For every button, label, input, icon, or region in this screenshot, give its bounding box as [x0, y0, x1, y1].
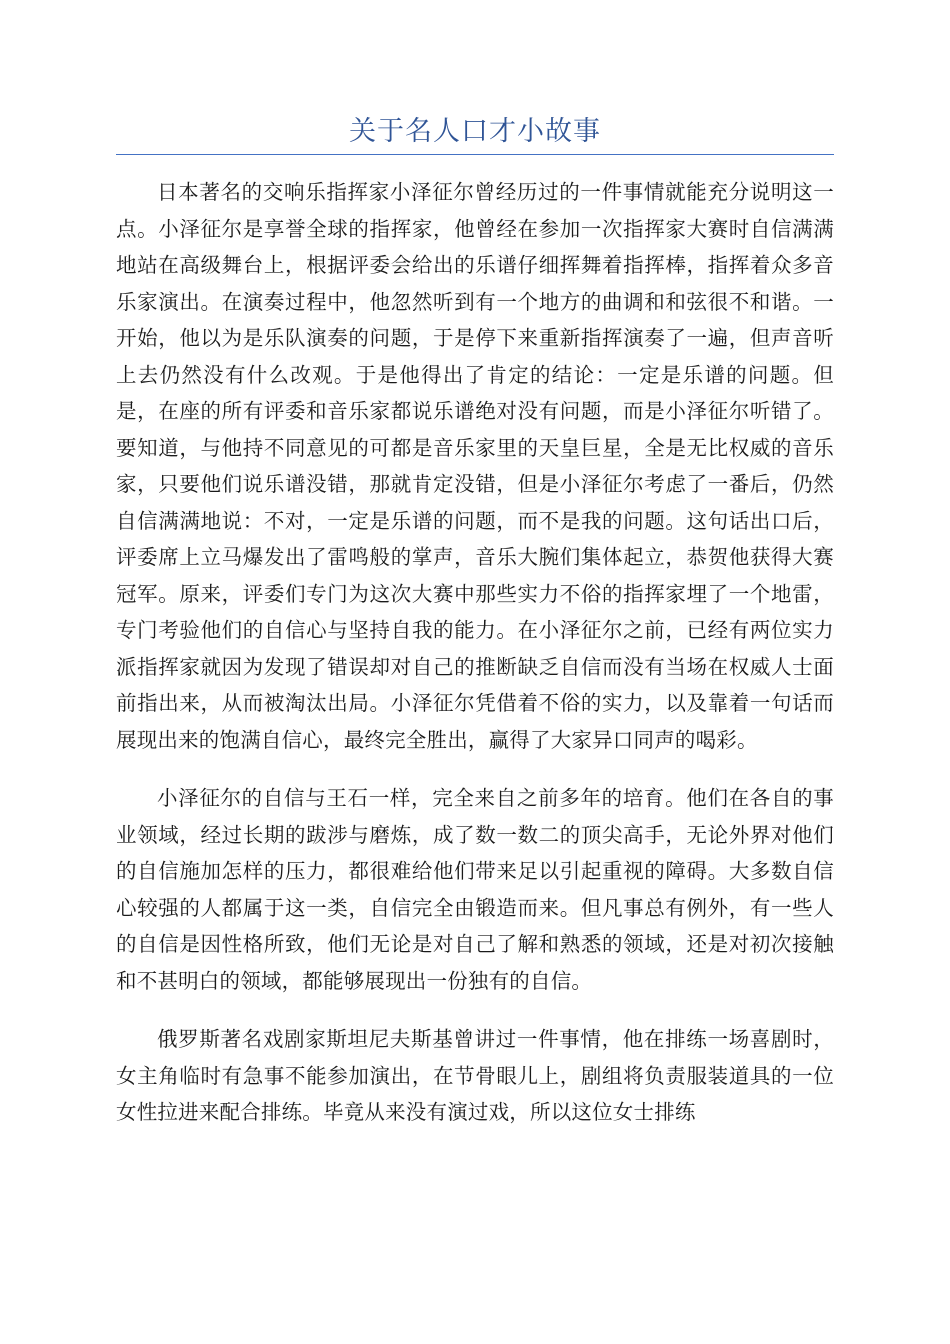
- title-underline: [116, 154, 834, 155]
- document-title: 关于名人口才小故事: [349, 116, 601, 147]
- paragraph: 小泽征尔的自信与王石一样，完全来自之前多年的培育。他们在各自的事业领域，经过长期的跋涉与磨炼，成了数一数二的顶尖高手，无论外界对他们的自信施加怎样的压力，都很难给他们带来足以引起重视的障碍。大多数自信心较强的人都属于这一类，自信完全由锻造而来。但凡事总有例外，有一些人的自信是因性格所致，他们无论是对自己了解和熟悉的领域，还是对初次接触和不甚明白的领域，都能够展现出一份独有的自信。: [116, 786, 834, 993]
- document-body: [116, 174, 834, 1153]
- paragraph: 俄罗斯著名戏剧家斯坦尼夫斯基曾讲过一件事情，他在排练一场喜剧时，女主角临时有急事不能参加演出，在节骨眼儿上，剧组将负责服装道具的一位女性拉进来配合排练。毕竟从来没有演过戏，所以这位女士排练: [116, 1027, 834, 1124]
- paragraph: 日本著名的交响乐指挥家小泽征尔曾经历过的一件事情就能充分说明这一点。小泽征尔是享誉全球的指挥家，他曾经在参加一次指挥家大赛时自信满满地站在高级舞台上，根据评委会给出的乐谱仔细挥舞着指挥棒，指挥着众多音乐家演出。在演奏过程中，他忽然听到有一个地方的曲调和和弦很不和谐。一开始，他以为是乐队演奏的问题，于是停下来重新指挥演奏了一遍，但声音听上去仍然没有什么改观。于是他得出了肯定的结论：一定是乐谱的问题。但是，在座的所有评委和音乐家都说乐谱绝对没有问题，而是小泽征尔听错了。要知道，与他持不同意见的可都是音乐家里的天皇巨星，全是无比权威的音乐家，只要他们说乐谱没错，那就肯定没错，但是小泽征尔考虑了一番后，仍然自信满满地说：不对，一定是乐谱的问题，而不是我的问题。这句话出口后，评委席上立马爆发出了雷鸣般的掌声，音乐大腕们集体起立，恭贺他获得大赛冠军。原来，评委们专门为这次大赛中那些实力不俗的指挥家埋了一个地雷，专门考验他们的自信心与坚持自我的能力。在小泽征尔之前，已经有两位实力派指挥家就因为发现了错误却对自己的推断缺乏自信而没有当场在权威人士面前指出来，从而被淘汰出局。小泽征尔凭借着不俗的实力，以及靠着一句话而展现出来的饱满自信心，最终完全胜出，赢得了大家异口同声的喝彩。: [116, 180, 834, 752]
